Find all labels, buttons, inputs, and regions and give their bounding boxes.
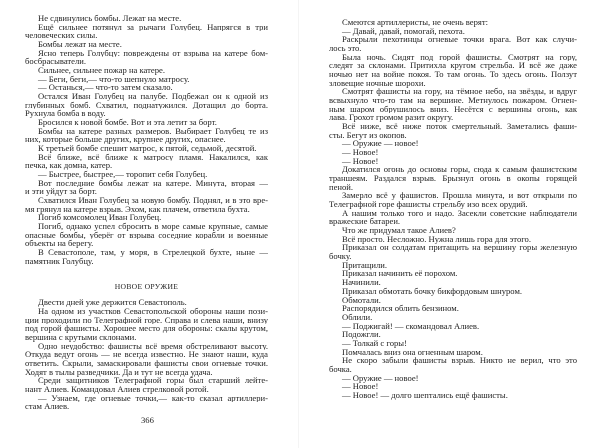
text-line: траншеям. Раздался взрыв. Брызнул огонь в окопы горящей	[329, 174, 577, 183]
text-line: Приказал он солдатам притащить на вершину горы железную	[342, 243, 577, 253]
paragraph	[329, 122, 577, 139]
text-line: Не сдвинулись бомбы. Лежат на месте.	[38, 13, 182, 23]
text-line: Распорядился облить бензином.	[342, 303, 459, 314]
book-spine	[298, 0, 299, 448]
text-line: Вот последние бомбы лежат на катере. Минута, вторая —	[38, 178, 268, 188]
paragraph	[329, 356, 577, 373]
paragraph	[25, 222, 268, 248]
text-line: печка, как домна, катер.	[25, 160, 113, 171]
paragraph	[25, 153, 268, 170]
text-line: Откуда ведут огонь — не всегда известно. Не знают наши, куда	[25, 350, 268, 359]
text-line: Одно неудобство: фашисты всё время обстреливают высоту.	[38, 341, 268, 351]
text-line: Рухнула бомба в воду.	[25, 108, 106, 119]
text-line: пеной.	[329, 181, 354, 192]
text-line: сты. Бегут из окопов.	[329, 129, 407, 140]
paragraph	[329, 191, 577, 208]
text-line: Ясно теперь Голубцу: повреждены от взрыва на катере бом-	[38, 48, 268, 58]
story-ending	[25, 14, 268, 265]
text-line: глубинных бомб. Схватил, поднатужился. Дотащил до борта.	[25, 100, 268, 110]
text-line: Начинили.	[342, 277, 381, 288]
paragraph	[25, 14, 268, 23]
text-line: Не скоро забыли фашисты взрыв. Никто не верил, что это	[342, 356, 577, 365]
text-line: ным шаром обрушилось вниз. Несётся с вершины огонь, как	[329, 104, 577, 114]
paragraph	[25, 376, 268, 393]
text-line: под горой фашисты. Хорошее место для обороны: скалы крутом,	[25, 324, 268, 333]
text-line: всвыхнуло что-то там на вершине. Метнулось пожаром. Огнен-	[329, 96, 577, 105]
text-line: следят за склонами. Притихла кругом стрельба. И всё же даже	[329, 61, 577, 71]
text-line: мя грянул на катере взрыв. Эхом, как плачем, ответила бухта.	[25, 203, 250, 214]
text-line: Бомбы на катере разных размеров. Выбирает Голубец те из	[38, 126, 268, 136]
text-line: Замерло всё у фашистов. Прошла минута, и вот открыли по	[342, 191, 577, 201]
text-line: Смеются артиллеристы, не очень верят:	[342, 17, 489, 27]
text-line: Погиб комсомолец Иван Голубец.	[38, 212, 162, 223]
text-line: — Новое!	[342, 147, 379, 158]
text-line: бочка.	[329, 363, 352, 374]
text-line: — Останься,— что-то затем сказало.	[38, 82, 173, 93]
text-line: Сильнее, сильнее пожар на катере.	[38, 65, 165, 76]
text-line: Обмотали.	[342, 294, 381, 305]
paragraph	[329, 243, 577, 260]
text-line: — Оружие — новое!	[342, 138, 419, 149]
text-line: Была ночь. Сидят под горой фашисты. Смотрят на гору,	[342, 52, 577, 62]
text-line: Схватился Иван Голубец за новую бомбу. Поднял, и в это вре-	[38, 196, 268, 205]
right-page-text	[329, 18, 577, 400]
text-line: Всё просто. Несложно. Нужна лишь гора для этого.	[342, 233, 531, 244]
chapter-body	[25, 298, 268, 411]
text-line: Ещё сильнее потянул за рычаги Голубец. Напрягся в три	[38, 22, 268, 32]
text-line: Приказал обмотать бочку бикфордовым шнуром.	[342, 285, 523, 296]
text-line: Двести дней уже держится Севастополь.	[38, 297, 187, 308]
page-number: 366	[141, 415, 154, 425]
paragraph	[329, 35, 577, 52]
text-line: Смотрят фашисты на гору, на тёмное небо, на звёзды, и вдруг	[342, 87, 577, 97]
text-line: них, которые больше других, крупнее других, опаснее.	[25, 134, 226, 145]
paragraph	[329, 165, 577, 191]
paragraph	[329, 348, 577, 357]
text-line: Притащили.	[342, 259, 388, 270]
text-line: К третьей бомбе спешит матрос, к пятой, седьмой, десятой.	[38, 143, 257, 154]
paragraph	[25, 342, 268, 377]
text-line: ответить. Скрыли, замаскировали фашисты свои огневые точки.	[25, 358, 268, 368]
text-line: стам Алиев.	[25, 401, 70, 412]
text-line: вражеские батареи.	[329, 216, 401, 227]
text-line: — Давай, давай, помогай, пехота.	[342, 25, 465, 36]
paragraph	[329, 209, 577, 226]
text-line: босбрасыватели.	[25, 56, 87, 67]
paragraph	[329, 27, 577, 36]
text-line: Погиб, однако успел сбросить в море самые крупные, самые	[38, 222, 268, 231]
text-line: зловещие ночные шорохи.	[329, 77, 426, 88]
paragraph	[25, 394, 268, 411]
paragraph	[25, 307, 268, 342]
paragraph	[25, 298, 268, 307]
text-line: лось это.	[329, 43, 362, 54]
paragraph	[25, 179, 268, 196]
text-line: Что же придумал такое Алиев?	[342, 225, 456, 236]
text-line: Ходят в тылы разведчики. Да и тут не всегда удача.	[25, 366, 213, 377]
text-line: вершина с крутыми склонами.	[25, 331, 137, 342]
text-line: Бомбы лежат на месте.	[38, 39, 122, 50]
paragraph	[25, 49, 268, 66]
text-line: Остался Иван Голубец на палубе. Подбежал он к одной из	[38, 92, 268, 101]
text-line: А нашим только того и надо. Засекли советские наблюдатели	[342, 208, 577, 218]
paragraph	[25, 213, 268, 222]
text-line: нант Алиев. Командовал Алиев стрелковой ротой.	[25, 383, 209, 394]
paragraph	[329, 235, 577, 244]
text-line: ночью нет на войне покоя. То там огонь. То здесь огонь. Ползут	[329, 70, 577, 79]
text-line: бочку.	[329, 251, 352, 262]
text-line: Помчалась вниз она огненным шаром.	[342, 346, 483, 357]
text-line: Телеграфной горе фашисты стрельбу изо всех орудий.	[329, 199, 528, 210]
paragraph	[329, 391, 577, 400]
text-line: памятник Голубцу.	[25, 255, 94, 266]
text-line: — Поджигай! — скомандовал Алиев.	[342, 320, 480, 331]
paragraph	[25, 170, 268, 179]
text-line: — Узнаем, где огневые точки,— как-то сказал артиллери-	[38, 393, 268, 403]
left-page-text	[25, 14, 268, 411]
chapter-heading: НОВОЕ ОРУЖИЕ	[114, 282, 179, 292]
text-line: На одном из участков Севастопольской обороны наши пози-	[38, 306, 268, 316]
text-line: объекты на берегу.	[25, 238, 94, 249]
paragraph	[25, 144, 268, 153]
paragraph	[25, 83, 268, 92]
text-line: — Быстрее, быстрее,— торопит себя Голубец.	[38, 169, 208, 180]
text-line: — Новое!	[342, 155, 379, 166]
text-line: Докатился огонь до основы горы, сюда к самым фашистским	[342, 165, 577, 175]
text-line: — Новое!	[342, 381, 379, 392]
text-line: Подожгли.	[342, 329, 381, 340]
paragraph	[25, 248, 268, 265]
text-line: Раскрыли пехотинцы огневые точки врага. Вот как случи-	[342, 35, 577, 45]
paragraph	[329, 157, 577, 166]
text-line: Приказал начинить её порохом.	[342, 268, 458, 279]
text-line: лава. Грохот громом разит округу.	[329, 112, 454, 123]
paragraph	[25, 23, 268, 40]
paragraph	[25, 92, 268, 118]
paragraph	[25, 127, 268, 144]
text-line: — Новое! — долго шептались ещё фашисты.	[342, 389, 508, 400]
text-line: Облили.	[342, 311, 373, 322]
paragraph	[25, 196, 268, 213]
paragraph	[25, 40, 268, 49]
text-line: Среди защитников Телеграфной горы был старший лейте-	[38, 376, 268, 385]
text-line: Бросился к новой бомбе. Вот и эта летит за борт.	[38, 117, 217, 128]
text-line: Всё ниже, всё ниже поток смертельный. Заметались фаши-	[342, 122, 577, 131]
paragraph	[329, 87, 577, 122]
text-line: — Оружие — новое!	[342, 372, 419, 383]
paragraph	[25, 118, 268, 127]
text-line: — Толкай с горы!	[342, 337, 407, 348]
paragraph	[329, 53, 577, 88]
text-line: и эти уйдут за борт.	[25, 186, 97, 197]
text-line: Всё ближе, всё ближе к матросу пламя. Накалился, как	[38, 152, 268, 162]
text-line: опасные бомбы, уберёг от взрыва соседние корабли и военные	[25, 230, 268, 240]
text-line: В Севастополе, там, у моря, в Стрелецкой бухте, ныне —	[38, 248, 268, 257]
text-line: ции проходили по Телеграфной горе. Справа и слева наши, внизу	[25, 315, 268, 325]
text-line: — Беги, беги,— что-то шепнуло матросу.	[38, 73, 190, 84]
text-line: человеческих силы.	[25, 30, 98, 41]
